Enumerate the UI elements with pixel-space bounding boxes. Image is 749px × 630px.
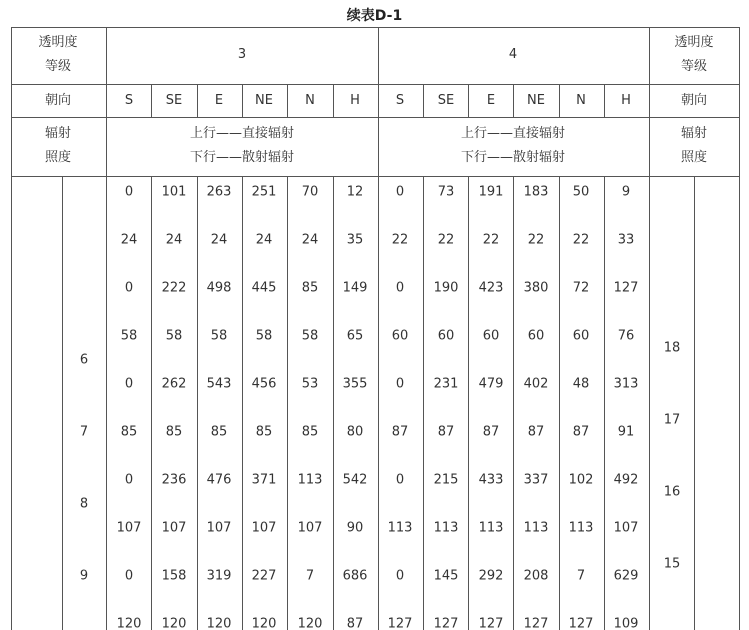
table-cell: 58	[255, 328, 273, 344]
table-cell: 107	[613, 520, 639, 536]
direction-header: SE	[165, 93, 183, 108]
table-cell: 120	[251, 616, 277, 630]
table-cell: 53	[301, 376, 319, 392]
table-cell: 113	[297, 472, 323, 488]
transparency-label-line: 等级	[44, 59, 72, 74]
transparency-label-left	[38, 31, 77, 79]
table-cell: 87	[437, 424, 455, 440]
table-cell: 222	[161, 280, 187, 296]
table-cell: 22	[437, 232, 455, 248]
table-cell: 445	[251, 280, 277, 296]
orientation-label-right: 朝向	[680, 93, 708, 108]
table-cell: 80	[346, 424, 364, 440]
table-cell: 87	[527, 424, 545, 440]
table-cell: 149	[342, 280, 368, 296]
table-cell: 543	[206, 376, 232, 392]
table-cell: 70	[301, 184, 319, 200]
table-cell: 22	[572, 232, 590, 248]
legend-line-direct: 上行——直接辐射	[189, 126, 295, 141]
table-cell: 58	[301, 328, 319, 344]
table-cell: 120	[116, 616, 142, 630]
table-cell: 120	[161, 616, 187, 630]
table-cell: 313	[613, 376, 639, 392]
table-cell: 22	[527, 232, 545, 248]
table-cell: 58	[120, 328, 138, 344]
transparency-label-right	[674, 31, 713, 79]
direction-header: E	[214, 93, 224, 108]
table-cell: 33	[617, 232, 635, 248]
direction-header: H	[621, 93, 631, 108]
table-cell: 90	[346, 520, 364, 536]
table-cell: 87	[391, 424, 409, 440]
radiation-label-line: 照度	[680, 150, 708, 165]
table-cell: 91	[617, 424, 635, 440]
table-cell: 498	[206, 280, 232, 296]
table-cell: 402	[523, 376, 549, 392]
table-cell: 145	[433, 568, 459, 584]
table-cell: 0	[395, 376, 405, 392]
direction-header: S	[124, 93, 134, 108]
table-cell: 22	[482, 232, 500, 248]
transparency-label-line: 透明度	[38, 35, 78, 50]
level-3-header: 3	[237, 47, 247, 62]
table-cell: 48	[572, 376, 590, 392]
direction-header: NE	[255, 93, 273, 108]
table-cell: 251	[251, 184, 277, 200]
table-cell: 0	[124, 184, 134, 200]
table-cell: 127	[387, 616, 413, 630]
table-cell: 0	[124, 568, 134, 584]
table-cell: 262	[161, 376, 187, 392]
direction-header: N	[576, 93, 586, 108]
direction-header: N	[305, 93, 315, 108]
table-cell: 35	[346, 232, 364, 248]
table-cell: 60	[527, 328, 545, 344]
table-cell: 107	[297, 520, 323, 536]
time-right: 16	[663, 484, 681, 500]
table-cell: 58	[210, 328, 228, 344]
table-cell: 190	[433, 280, 459, 296]
table-cell: 60	[572, 328, 590, 344]
legend-level-3	[190, 122, 294, 170]
radiation-label-right	[681, 122, 707, 170]
table-cell: 0	[395, 472, 405, 488]
table-cell: 22	[391, 232, 409, 248]
table-cell: 158	[161, 568, 187, 584]
table-cell: 492	[613, 472, 639, 488]
table-cell: 236	[161, 472, 187, 488]
table-cell: 227	[251, 568, 277, 584]
table-cell: 355	[342, 376, 368, 392]
table-cell: 231	[433, 376, 459, 392]
direction-header: S	[395, 93, 405, 108]
table-cell: 73	[437, 184, 455, 200]
legend-level-4	[461, 122, 565, 170]
table-cell: 113	[478, 520, 504, 536]
table-cell: 7	[576, 568, 586, 584]
table-cell: 0	[124, 376, 134, 392]
table-cell: 127	[433, 616, 459, 630]
table-cell: 0	[395, 568, 405, 584]
transparency-label-line: 透明度	[674, 35, 714, 50]
legend-line-direct: 上行——直接辐射	[460, 126, 566, 141]
table-cell: 102	[568, 472, 594, 488]
table-cell: 476	[206, 472, 232, 488]
table-cell: 127	[613, 280, 639, 296]
table-cell: 120	[297, 616, 323, 630]
table-cell: 337	[523, 472, 549, 488]
table-cell: 107	[251, 520, 277, 536]
table-cell: 24	[210, 232, 228, 248]
table-cell: 380	[523, 280, 549, 296]
table-cell: 191	[478, 184, 504, 200]
direction-header: NE	[527, 93, 545, 108]
time-left: 6	[79, 352, 89, 368]
table-cell: 319	[206, 568, 232, 584]
table-cell: 65	[346, 328, 364, 344]
orientation-label-left: 朝向	[44, 93, 72, 108]
table-cell: 60	[437, 328, 455, 344]
table-cell: 113	[387, 520, 413, 536]
table-cell: 76	[617, 328, 635, 344]
table-cell: 87	[482, 424, 500, 440]
legend-line-diffuse: 下行——散射辐射	[189, 150, 295, 165]
table-cell: 433	[478, 472, 504, 488]
table-cell: 85	[120, 424, 138, 440]
table-cell: 9	[621, 184, 631, 200]
table-cell: 85	[301, 280, 319, 296]
table-cell: 24	[301, 232, 319, 248]
radiation-label-line: 辐射	[680, 126, 708, 141]
table-cell: 109	[613, 616, 639, 630]
table-cell: 107	[206, 520, 232, 536]
table-cell: 24	[255, 232, 273, 248]
table-cell: 120	[206, 616, 232, 630]
table-cell: 0	[395, 184, 405, 200]
table-cell: 542	[342, 472, 368, 488]
table-cell: 113	[568, 520, 594, 536]
time-left: 9	[79, 568, 89, 584]
time-left: 7	[79, 424, 89, 440]
time-left: 8	[79, 496, 89, 512]
table-cell: 479	[478, 376, 504, 392]
table-cell: 113	[433, 520, 459, 536]
transparency-label-line: 等级	[680, 59, 708, 74]
radiation-label-line: 照度	[44, 150, 72, 165]
table-cell: 58	[165, 328, 183, 344]
table-caption: 续表D-1	[346, 8, 403, 24]
direction-header: SE	[437, 93, 455, 108]
direction-header: H	[350, 93, 360, 108]
table-cell: 183	[523, 184, 549, 200]
table-cell: 686	[342, 568, 368, 584]
table-cell: 629	[613, 568, 639, 584]
table-cell: 24	[165, 232, 183, 248]
table-cell: 85	[165, 424, 183, 440]
table-cell: 127	[478, 616, 504, 630]
level-4-header: 4	[508, 47, 518, 62]
time-right: 18	[663, 340, 681, 356]
table-cell: 423	[478, 280, 504, 296]
radiation-label-line: 辐射	[44, 126, 72, 141]
table-cell: 456	[251, 376, 277, 392]
table-cell: 107	[161, 520, 187, 536]
table-cell: 12	[346, 184, 364, 200]
table-cell: 24	[120, 232, 138, 248]
table-cell: 0	[124, 280, 134, 296]
table-cell: 0	[124, 472, 134, 488]
table-cell: 7	[305, 568, 315, 584]
table-cell: 127	[523, 616, 549, 630]
table-cell: 0	[395, 280, 405, 296]
table-cell: 87	[572, 424, 590, 440]
time-right: 15	[663, 556, 681, 572]
radiation-label-left	[45, 122, 71, 170]
time-right: 17	[663, 412, 681, 428]
table-cell: 263	[206, 184, 232, 200]
table-cell: 292	[478, 568, 504, 584]
direction-header: E	[486, 93, 496, 108]
table-cell: 101	[161, 184, 187, 200]
table-cell: 50	[572, 184, 590, 200]
table-cell: 371	[251, 472, 277, 488]
table-cell: 127	[568, 616, 594, 630]
table-cell: 215	[433, 472, 459, 488]
table-cell: 85	[255, 424, 273, 440]
legend-line-diffuse: 下行——散射辐射	[460, 150, 566, 165]
table-cell: 113	[523, 520, 549, 536]
table-cell: 85	[301, 424, 319, 440]
table-cell: 60	[482, 328, 500, 344]
table-cell: 85	[210, 424, 228, 440]
table-cell: 87	[346, 616, 364, 630]
table-cell: 72	[572, 280, 590, 296]
table-cell: 60	[391, 328, 409, 344]
table-cell: 208	[523, 568, 549, 584]
table-cell: 107	[116, 520, 142, 536]
